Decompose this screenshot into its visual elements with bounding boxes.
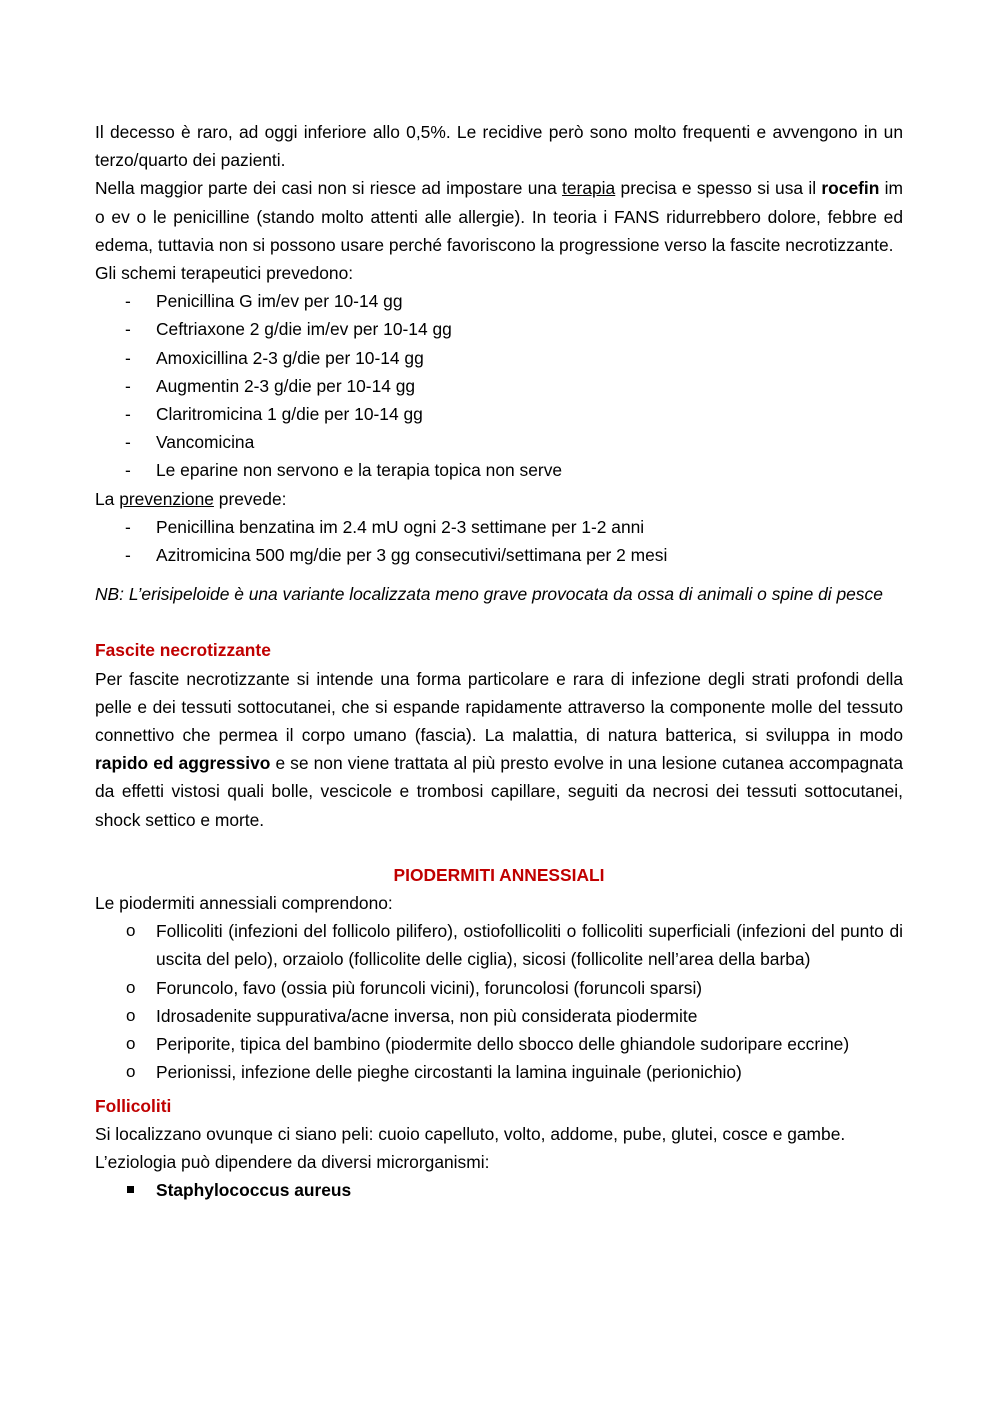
dash-marker: - [125, 319, 131, 340]
list-item-text: Azitromicina 500 mg/die per 3 gg consecutivi/settimana per 2 mesi [156, 545, 668, 566]
list-item [95, 287, 903, 315]
list-item [95, 1002, 903, 1030]
paragraph-piodermiti-intro: Le piodermiti annessiali comprendono: [95, 893, 393, 914]
heading-piodermiti: PIODERMITI ANNESSIALI [393, 864, 605, 885]
circle-bullet-icon: o [126, 977, 136, 997]
spacer [95, 834, 903, 861]
list-item-text: Follicoliti (infezioni del follicolo pilifero), ostiofollicoliti o follicoliti superficiali (infezioni del punto di uscita del pelo), orzaiolo (follicolite delle ciglia), sicosi (follicolite nell’area della barba) [156, 921, 903, 970]
note-erisipeloide: NB: L’erisipeloide è una variante localizzata meno grave provocata da ossa di animali o spine di pesce [95, 584, 883, 605]
list-item-text: Perionissi, infezione delle pieghe circostanti la lamina inguinale (perionichio) [156, 1062, 742, 1083]
dash-marker: - [125, 375, 131, 396]
list-item-text: Vancomicina [156, 432, 255, 453]
paragraph-schemi: Gli schemi terapeutici prevedono: [95, 263, 354, 284]
text-run: im o ev o le penicilline (stando molto attenti alle allergie). In teoria i FANS ridurrebbero dolore, febbre ed edema, tuttavia non si possono usare perché favoriscono la progressione verso la fascite necrotizzante. [95, 178, 904, 255]
dash-marker: - [125, 516, 131, 537]
circle-bullet-icon: o [126, 921, 136, 941]
page-content [95, 118, 903, 1204]
paragraph-decesso: Il decesso è raro, ad oggi inferiore allo 0,5%. Le recidive però sono molto frequenti e avvengono in un terzo/quarto dei pazienti. [95, 122, 903, 171]
piodermiti-list [95, 917, 903, 1086]
spacer [95, 569, 903, 580]
link-prevenzione[interactable]: prevenzione [119, 488, 214, 509]
paragraph-terapia [95, 174, 903, 259]
list-item-text: Staphylococcus aureus [156, 1180, 352, 1201]
text-run: Per fascite necrotizzante si intende una forma particolare e rara di infezione degli strati profondi della pelle e dei tessuti sottocutanei, che si espande rapidamente attraverso la componente molle del tessuto connettivo che permea il corpo umano (fascia). La malattia, di natura batterica, si sviluppa in modo [95, 668, 903, 746]
list-item-text: Claritromicina 1 g/die per 10-14 gg [156, 404, 423, 425]
spacer [95, 608, 903, 636]
list-item [95, 974, 903, 1002]
text-run: prevede: [213, 488, 287, 509]
list-item [95, 917, 903, 973]
dash-marker: - [125, 404, 131, 425]
list-item [95, 400, 903, 428]
paragraph-fascite [95, 665, 903, 834]
text-run: Nella maggior parte dei casi non si riesce ad impostare una [95, 178, 563, 199]
paragraph-follicoliti-1: Si localizzano ovunque ci siano peli: cuoio capelluto, volto, addome, pube, glutei, cosce e gambe. [95, 1123, 846, 1144]
list-item [95, 428, 903, 456]
list-item [95, 541, 903, 569]
paragraph-prevenzione [95, 485, 903, 513]
list-item [95, 344, 903, 372]
list-item-text: Idrosadenite suppurativa/acne inversa, non più considerata piodermite [156, 1005, 698, 1026]
microrganismi-list [95, 1176, 903, 1204]
list-item [95, 315, 903, 343]
list-item-text: Ceftriaxone 2 g/die im/ev per 10-14 gg [156, 319, 452, 340]
square-bullet-icon [127, 1186, 134, 1193]
list-item-text: Foruncolo, favo (ossia più foruncoli vicini), foruncolosi (foruncoli sparsi) [156, 977, 703, 998]
text-run: e se non viene trattata al più presto evolve in una lesione cutanea accompagnata da effetti vistosi quali bolle, vescicole e trombosi capillare, seguiti da necrosi dei tessuti sottocutanei, shock settico e morte. [95, 753, 903, 830]
list-item-text: Le eparine non servono e la terapia topica non serve [156, 460, 563, 481]
link-terapia[interactable]: terapia [562, 178, 616, 199]
list-item-text: Penicillina G im/ev per 10-14 gg [156, 291, 403, 312]
circle-bullet-icon: o [126, 1034, 136, 1054]
list-item [95, 1058, 903, 1086]
heading-fascite: Fascite necrotizzante [95, 640, 271, 661]
list-item-text: Amoxicillina 2-3 g/die per 10-14 gg [156, 347, 424, 368]
list-item [95, 456, 903, 484]
heading-follicoliti: Follicoliti [95, 1095, 172, 1116]
circle-bullet-icon: o [126, 1062, 136, 1082]
schemes-list [95, 287, 903, 484]
dash-marker: - [125, 347, 131, 368]
list-item [95, 1030, 903, 1058]
dash-marker: - [125, 545, 131, 566]
list-item [95, 1176, 903, 1204]
paragraph-follicoliti-2: L’eziologia può dipendere da diversi microrganismi: [95, 1151, 490, 1172]
list-item-text: Penicillina benzatina im 2.4 mU ogni 2-3 settimane per 1-2 anni [156, 516, 645, 537]
prevention-list [95, 513, 903, 569]
dash-marker: - [125, 460, 131, 481]
circle-bullet-icon: o [126, 1005, 136, 1025]
list-item [95, 513, 903, 541]
dash-marker: - [125, 291, 131, 312]
list-item-text: Augmentin 2-3 g/die per 10-14 gg [156, 375, 416, 396]
list-item [95, 372, 903, 400]
text-run: La [95, 488, 120, 509]
dash-marker: - [125, 432, 131, 453]
text-run: precisa e spesso si usa il [615, 178, 822, 199]
bold-rocefin: rocefin [821, 178, 880, 199]
list-item-text: Periporite, tipica del bambino (piodermite dello sbocco delle ghiandole sudoripare eccrine) [156, 1034, 850, 1055]
bold-rapido: rapido ed aggressivo [95, 753, 271, 774]
